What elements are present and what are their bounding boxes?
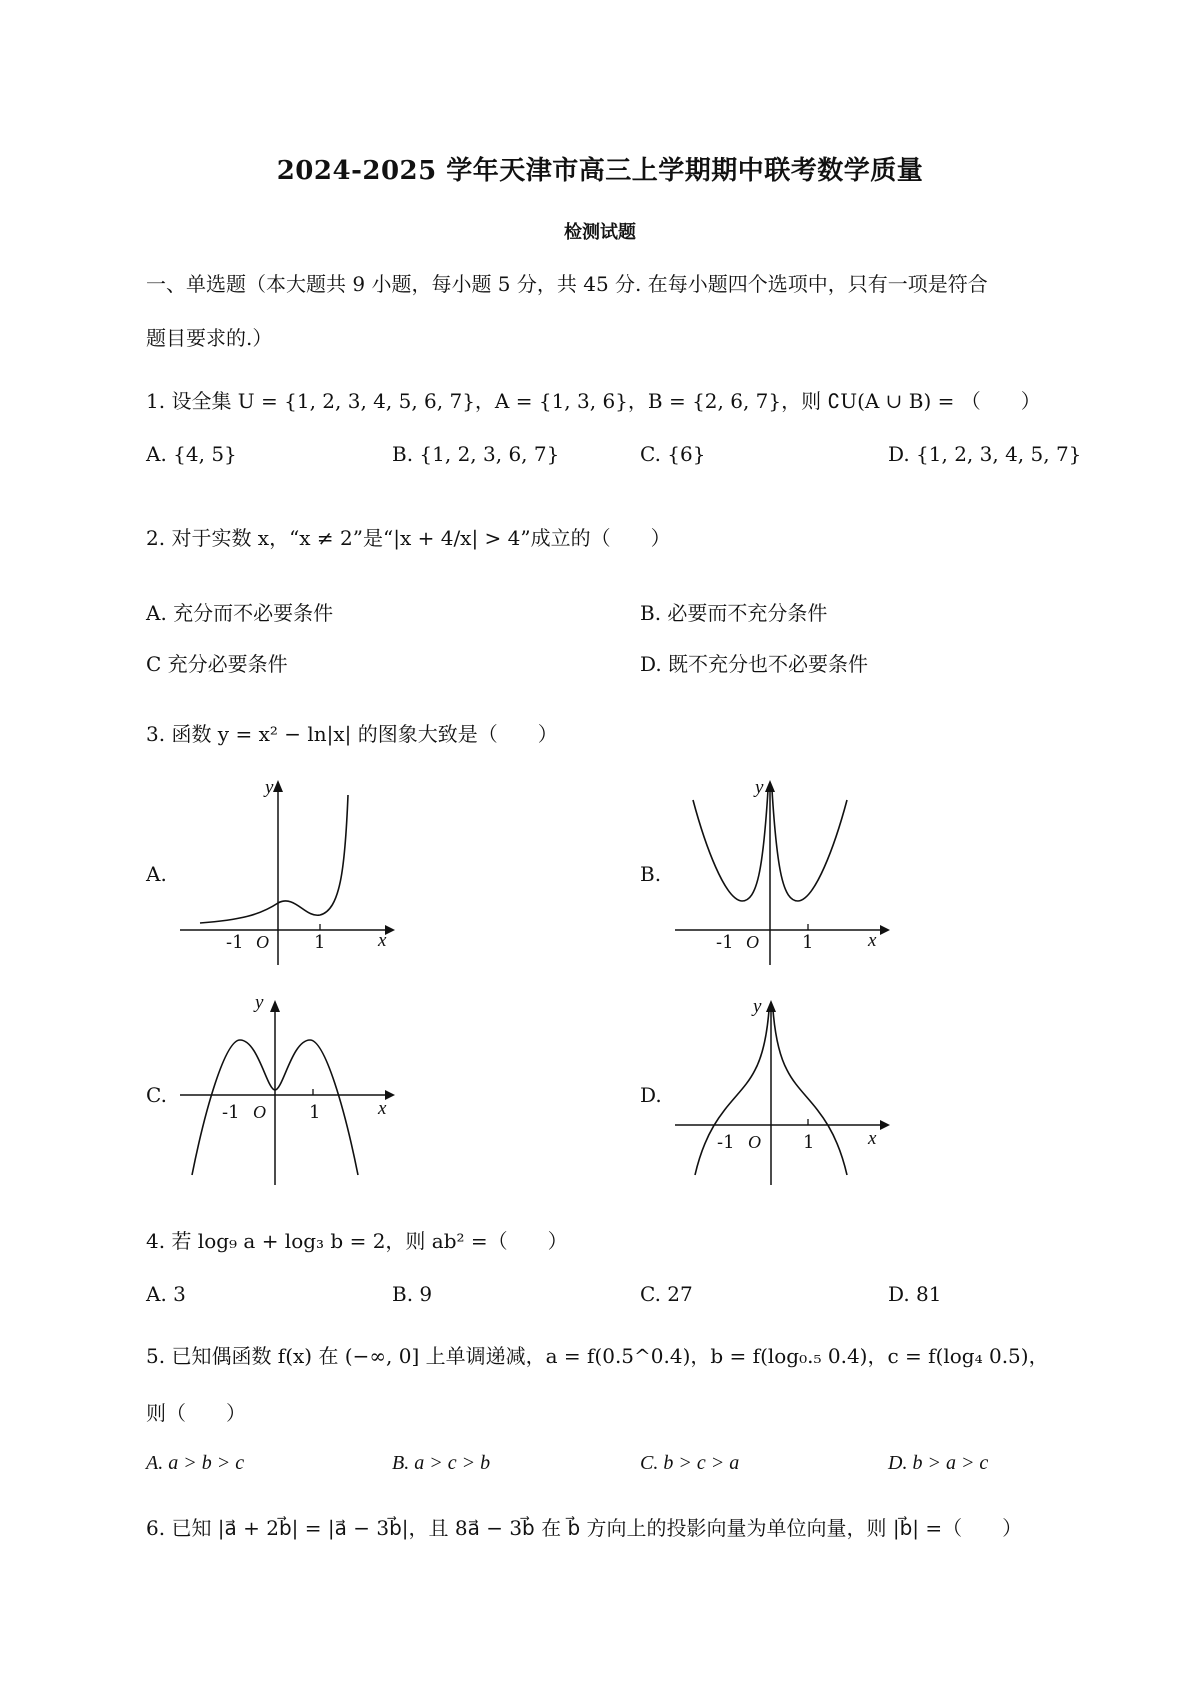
q3-graph-c-y-label: y xyxy=(255,992,264,1013)
page-title: 2024-2025 学年天津市高三上学期期中联考数学质量 xyxy=(276,156,924,186)
q3-option-a-label: A. xyxy=(146,862,167,886)
q1-option-b: B. {1, 2, 3, 6, 7} xyxy=(392,442,560,466)
q3-graph-d-tick-pos: 1 xyxy=(803,1132,815,1153)
q3-graph-a-x-label: x xyxy=(378,930,387,951)
q2-option-b: B. 必要而不充分条件 xyxy=(640,601,828,625)
q5-option-a: A. a > b > c xyxy=(146,1452,245,1474)
section-heading-line2: 题目要求的.） xyxy=(146,326,273,350)
q3-graph-c-x-label: x xyxy=(378,1098,387,1119)
q5-option-b: B. a > c > b xyxy=(392,1452,491,1474)
q3-graph-b-x-label: x xyxy=(868,930,877,951)
q1-stem: 1. 设全集 U = {1, 2, 3, 4, 5, 6, 7}，A = {1, 3, 6}，B = {2, 6, 7}，则 ∁U(A ∪ B) = （ ） xyxy=(146,389,1041,413)
q3-graph-b-origin: O xyxy=(746,932,759,952)
q5-option-d: D. b > a > c xyxy=(888,1452,989,1474)
q4-option-d: D. 81 xyxy=(888,1282,942,1306)
q3-graph-d-origin: O xyxy=(748,1132,761,1152)
q3-graph-c-origin: O xyxy=(253,1102,266,1122)
q3-graph-b-y-label: y xyxy=(755,777,764,798)
q3-graph-a-tick-pos: 1 xyxy=(314,932,326,953)
q5-stem-continued: 则（ ） xyxy=(146,1401,246,1425)
q2-option-c: C 充分必要条件 xyxy=(146,652,288,676)
q3-option-b-label: B. xyxy=(640,862,662,886)
q3-graph-d xyxy=(665,990,895,1190)
q4-stem: 4. 若 log₉ a + log₃ b = 2，则 ab² =（ ） xyxy=(146,1229,568,1253)
q1-option-c: C. {6} xyxy=(640,442,706,466)
q3-graph-c-tick-pos: 1 xyxy=(309,1102,321,1123)
q3-graph-c-tick-neg: -1 xyxy=(222,1102,240,1123)
q3-graph-a-origin: O xyxy=(256,932,269,952)
q2-option-a: A. 充分而不必要条件 xyxy=(146,601,334,625)
q3-graph-b-tick-pos: 1 xyxy=(802,932,814,953)
page-subtitle: 检测试题 xyxy=(564,222,636,243)
q5-stem: 5. 已知偶函数 f(x) 在 (−∞, 0] 上单调递减，a = f(0.5^0.4)，b = f(log₀.₅ 0.4)，c = f(log₄ 0.5)， xyxy=(146,1344,1049,1368)
q3-graph-c xyxy=(170,990,400,1190)
q3-option-c-label: C. xyxy=(146,1083,167,1107)
q2-stem: 2. 对于实数 x，“x ≠ 2”是“|x + 4/x| > 4”成立的（ ） xyxy=(146,526,671,550)
q3-graph-d-x-label: x xyxy=(868,1128,877,1149)
q3-graph-a-tick-neg: -1 xyxy=(226,932,244,953)
q3-stem: 3. 函数 y = x² − ln|x| 的图象大致是（ ） xyxy=(146,722,558,746)
q1-option-a: A. {4, 5} xyxy=(146,442,237,466)
q6-stem: 6. 已知 |a⃗ + 2b⃗| = |a⃗ − 3b⃗|，且 8a⃗ − 3b⃗ 在 b⃗ 方向上的投影向量为单位向量，则 |b⃗| =（ ） xyxy=(146,1516,1023,1540)
section-heading-line1: 一、单选题（本大题共 9 小题，每小题 5 分，共 45 分. 在每小题四个选项中，只有一项是符合 xyxy=(146,272,988,296)
q4-option-b: B. 9 xyxy=(392,1282,433,1306)
q3-graph-a xyxy=(170,770,400,970)
q4-option-a: A. 3 xyxy=(146,1282,186,1306)
q3-graph-b xyxy=(665,770,895,970)
q3-graph-d-y-label: y xyxy=(753,996,762,1017)
q3-graph-a-y-label: y xyxy=(265,777,274,798)
q4-option-c: C. 27 xyxy=(640,1282,693,1306)
q3-graph-d-tick-neg: -1 xyxy=(717,1132,735,1153)
q3-option-d-label: D. xyxy=(640,1083,662,1107)
q1-option-d: D. {1, 2, 3, 4, 5, 7} xyxy=(888,442,1082,466)
q3-graph-b-tick-neg: -1 xyxy=(716,932,734,953)
q5-option-c: C. b > c > a xyxy=(640,1452,740,1474)
q2-option-d: D. 既不充分也不必要条件 xyxy=(640,652,869,676)
